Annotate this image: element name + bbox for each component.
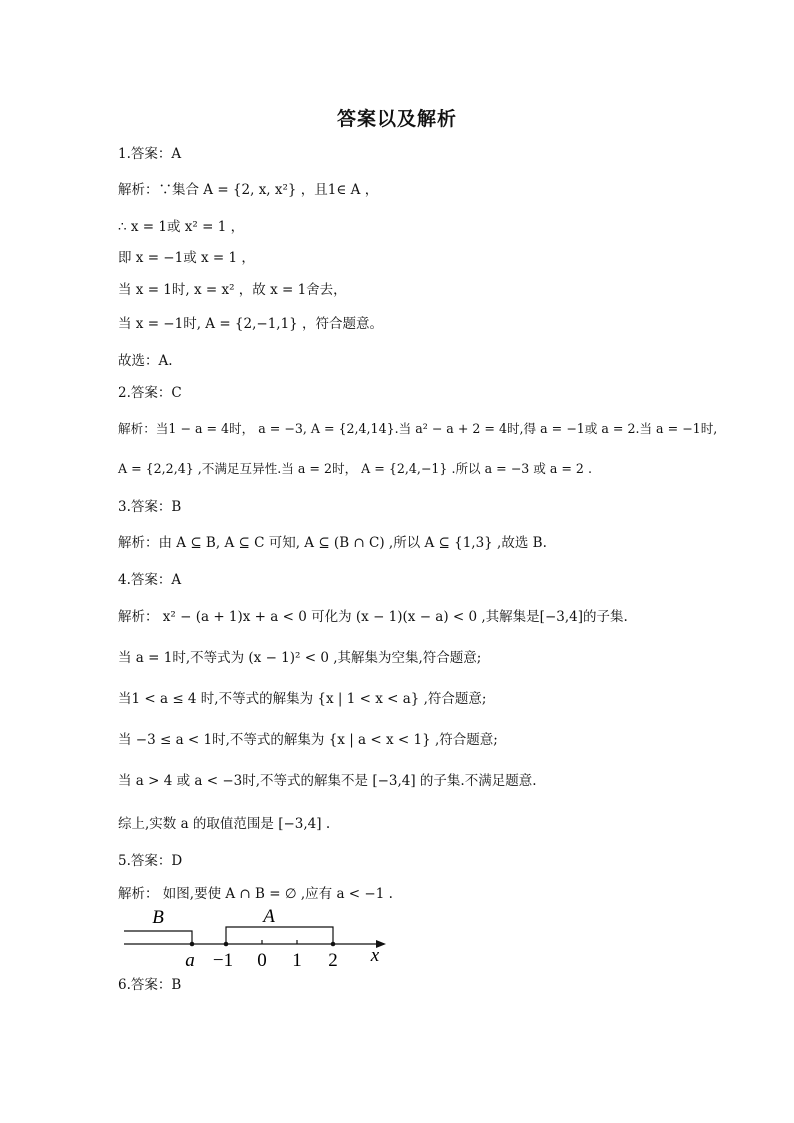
analysis-1-line-4: 当 x = 1时, x = x² ，故 x = 1舍去， bbox=[118, 282, 347, 298]
analysis-2-line-1: 解析：当1 − a = 4时， a = −3, A = {2,4,14}.当 a² − a + 2 = 4时,得 a = −1或 a = 2.当 a = −1时, bbox=[118, 421, 718, 436]
analysis-4-conclusion: 综上,实数 a 的取值范围是 [−3,4] . bbox=[118, 816, 331, 832]
tick-label-0: 0 bbox=[257, 950, 267, 971]
tick-label-2: 2 bbox=[328, 950, 338, 971]
point-neg1-dot bbox=[224, 942, 229, 947]
page-title: 答案以及解析 bbox=[336, 108, 457, 130]
analysis-1-line-1: 解析：∵集合 A = {2, x, x²} ，且1∈ A ， bbox=[118, 182, 379, 198]
analysis-1-line-2: ∴ x = 1或 x² = 1 ， bbox=[118, 219, 245, 235]
answer-4-label: 4.答案：A bbox=[118, 572, 182, 588]
analysis-4-line-3: 当1 < a ≤ 4 时,不等式的解集为 {x | 1 < x < a} ,符合题意; bbox=[118, 691, 487, 707]
analysis-2-line-2: A = {2,2,4} ,不满足互异性.当 a = 2时， A = {2,4,−1} .所以 a = −3 或 a = 2 . bbox=[118, 461, 592, 476]
analysis-3-line-1: 解析：由 A ⊆ B, A ⊆ C 可知, A ⊆ (B ∩ C) ,所以 A ⊆ {1,3} ,故选 B. bbox=[118, 535, 547, 551]
set-b-bracket bbox=[124, 931, 192, 944]
axis-label-x: x bbox=[370, 945, 380, 966]
answer-3-label: 3.答案：B bbox=[118, 499, 182, 515]
analysis-5-line-1: 解析： 如图,要使 A ∩ B = ∅ ,应有 a < −1 . bbox=[118, 886, 393, 902]
number-line-diagram bbox=[120, 905, 400, 973]
analysis-4-line-1: 解析： x² − (a + 1)x + a < 0 可化为 (x − 1)(x − a) < 0 ,其解集是[−3,4]的子集. bbox=[118, 609, 628, 625]
tick-label-neg1: −1 bbox=[212, 950, 234, 971]
analysis-4-line-2: 当 a = 1时,不等式为 (x − 1)² < 0 ,其解集为空集,符合题意; bbox=[118, 650, 482, 666]
point-a-dot bbox=[190, 942, 195, 947]
point-a-label: a bbox=[185, 950, 195, 971]
analysis-4-line-5: 当 a > 4 或 a < −3时,不等式的解集不是 [−3,4] 的子集.不满足题意. bbox=[118, 773, 537, 789]
answer-2-label: 2.答案：C bbox=[118, 385, 182, 401]
analysis-1-line-5: 当 x = −1时, A = {2,−1,1} ，符合题意。 bbox=[118, 316, 384, 332]
set-a-label: A bbox=[263, 906, 275, 927]
set-b-label: B bbox=[152, 907, 164, 928]
answer-5-label: 5.答案：D bbox=[118, 853, 183, 869]
answer-1-choice: 故选：A. bbox=[118, 353, 173, 369]
tick-label-1: 1 bbox=[292, 950, 302, 971]
set-a-bracket bbox=[226, 927, 333, 944]
answer-6-label: 6.答案：B bbox=[118, 977, 182, 993]
point-2-dot bbox=[331, 942, 336, 947]
analysis-4-line-4: 当 −3 ≤ a < 1时,不等式的解集为 {x | a < x < 1} ,符合题意; bbox=[118, 732, 498, 748]
analysis-1-line-3: 即 x = −1或 x = 1 ， bbox=[118, 250, 255, 266]
answer-1-label: 1.答案：A bbox=[118, 146, 182, 162]
